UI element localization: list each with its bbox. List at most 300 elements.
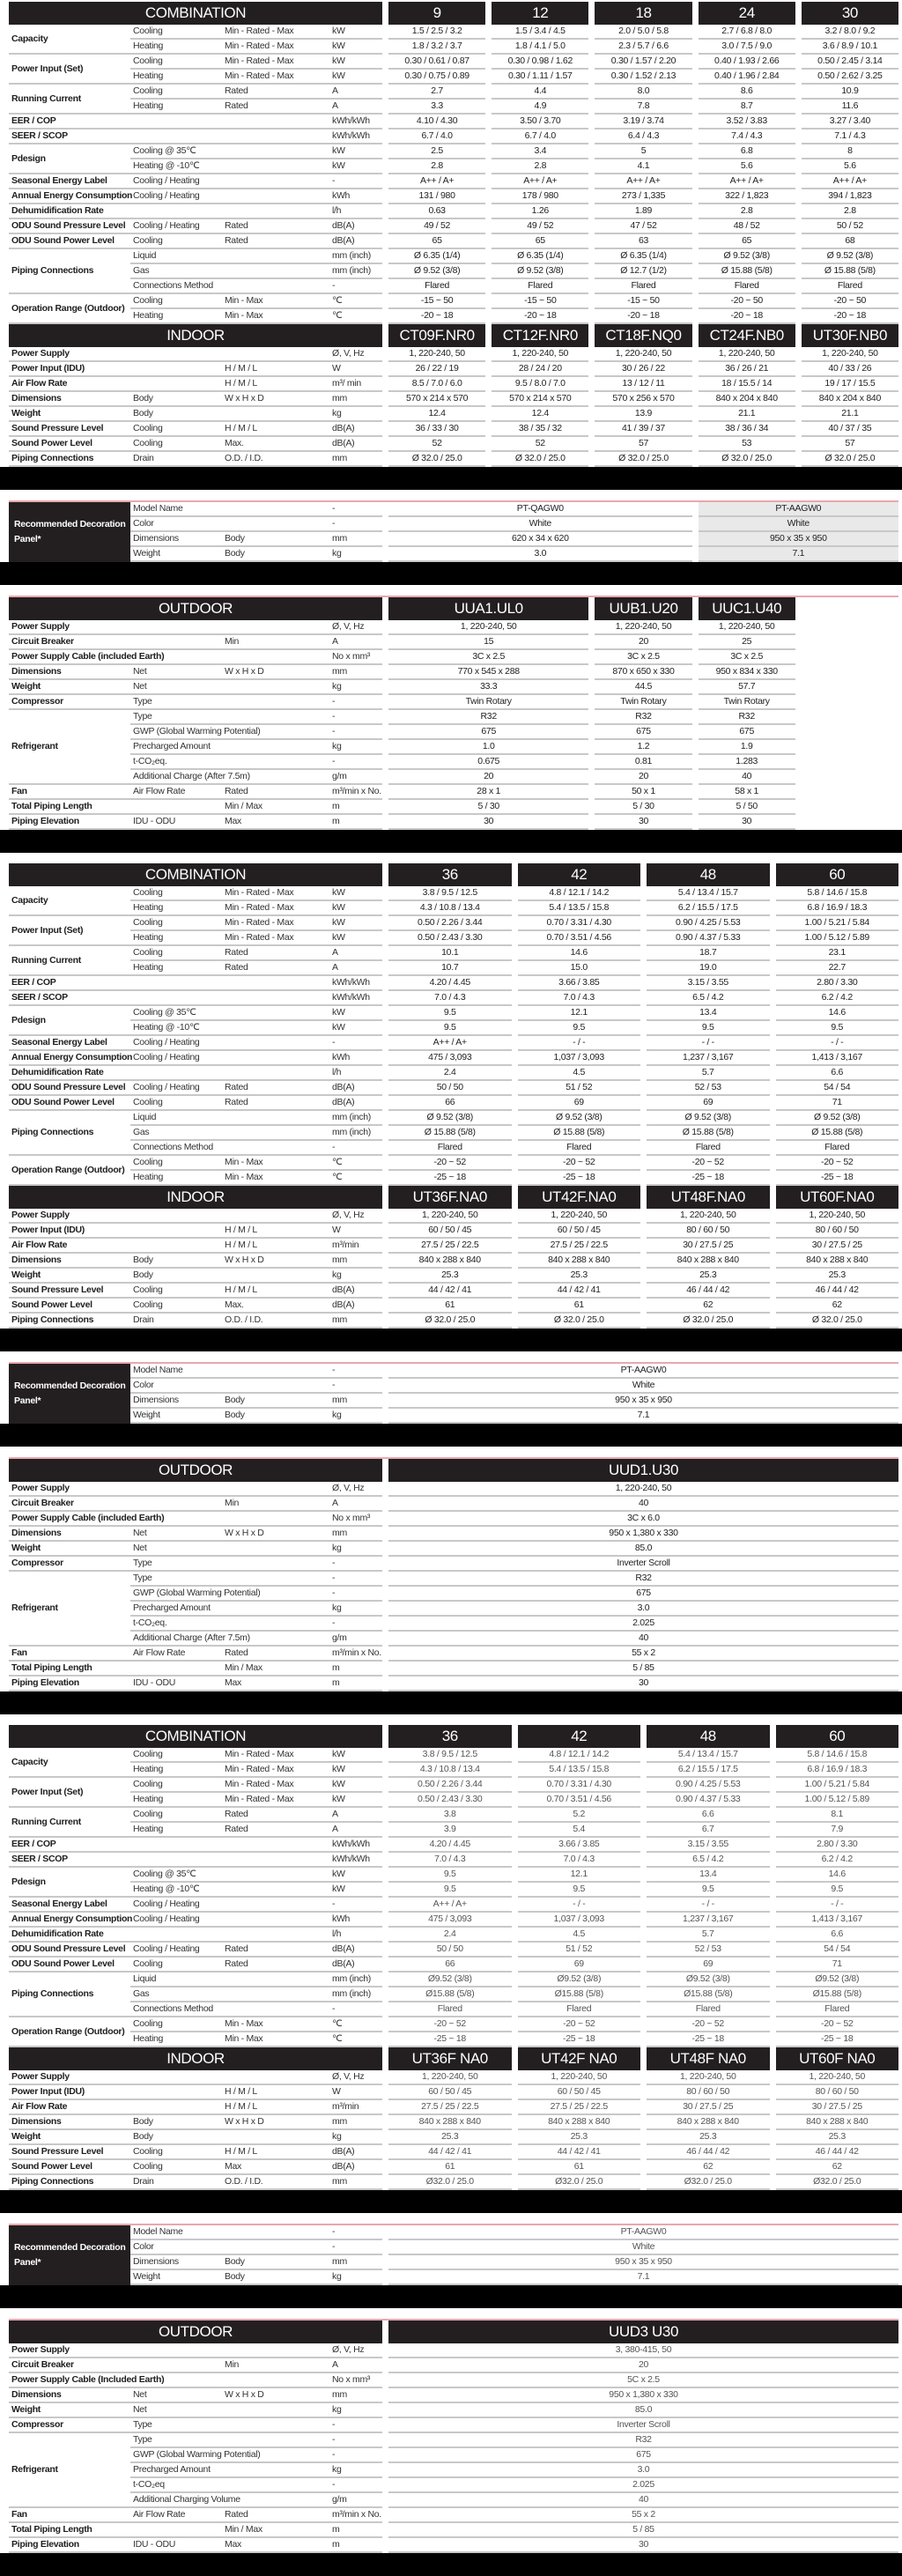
spec-sub-label-text: GWP (Global Warming Potential)	[133, 2449, 261, 2460]
spec-value-text: -20 ~ 18	[524, 310, 557, 321]
spec-value-text: 5.4 / 13.5 / 15.8	[549, 902, 610, 913]
model-column-header	[388, 1459, 898, 1482]
spec-value-text: 840 x 288 x 840	[548, 1255, 610, 1265]
spec-value	[388, 961, 512, 976]
spec-value	[595, 347, 691, 362]
spec-sub-label-text: Color	[133, 2241, 154, 2252]
spec-unit-text: W	[332, 1225, 341, 1235]
spec-unit-text: mm (inch)	[332, 1127, 371, 1137]
spec-value-text: 1.9	[740, 741, 753, 751]
spec-value-text: 1,037 / 3,093	[553, 1052, 604, 1062]
spec-unit	[329, 1808, 382, 1823]
spec-group-label	[9, 916, 130, 946]
spec-value-text: 18.7	[699, 947, 717, 958]
spec-value-text: 27.5 / 25 / 22.5	[421, 1240, 479, 1250]
spec-condition-text: O.D. / I.D.	[225, 2176, 263, 2187]
spec-condition	[222, 1394, 329, 1409]
spec-value-text: 19 / 17 / 15.5	[824, 378, 876, 389]
spec-value-text: Ø 32.0 / 25.0	[514, 453, 566, 463]
spec-value-text: Flared	[734, 280, 759, 291]
spec-value	[699, 219, 795, 234]
spec-unit	[329, 1572, 382, 1587]
spec-condition-text: Body	[225, 2271, 245, 2282]
spec-value	[388, 1793, 512, 1808]
spec-value-text: 66	[445, 1958, 455, 1969]
spec-value	[492, 189, 588, 204]
spec-value-text: - / -	[573, 1037, 586, 1047]
spec-value	[388, 2255, 898, 2270]
spec-value	[388, 1602, 898, 1617]
spec-unit	[329, 2463, 382, 2478]
spec-condition	[222, 532, 329, 547]
spec-value	[518, 1928, 641, 1943]
spec-value	[388, 2160, 512, 2175]
model-column-header	[802, 324, 898, 347]
spec-value-text: 1, 220-240, 50	[409, 348, 465, 359]
spec-group-label	[9, 635, 222, 650]
spec-sub-label	[130, 785, 222, 800]
spec-condition	[222, 2100, 329, 2115]
spec-sub-label	[130, 1051, 329, 1066]
spec-value	[388, 2433, 898, 2448]
spec-value	[388, 362, 485, 377]
model-column-header	[699, 2, 795, 25]
spec-unit	[329, 2270, 382, 2285]
spec-condition	[222, 1677, 329, 1691]
spec-value	[388, 279, 485, 294]
spec-value	[595, 100, 691, 115]
spec-value	[647, 1898, 770, 1913]
spec-value	[388, 1036, 512, 1051]
spec-value-text: White	[529, 518, 551, 529]
spec-sub-label-text: Net	[133, 1528, 147, 1538]
spec-condition-text: H / M / L	[225, 2101, 257, 2112]
spec-value-text: -20 ~ 52	[821, 2018, 854, 2029]
spec-condition	[222, 55, 329, 70]
spec-value-text: 1.5 / 3.4 / 4.5	[514, 26, 566, 36]
spec-unit	[329, 1239, 382, 1254]
spec-value-text: 44 / 42 / 41	[428, 1284, 472, 1295]
spec-group-label-text: Fan	[11, 2509, 27, 2520]
spec-value	[388, 502, 692, 517]
spec-group-label-text: Compressor	[11, 696, 63, 707]
spec-value	[388, 1778, 512, 1793]
spec-value	[595, 680, 691, 695]
spec-value	[802, 234, 898, 249]
spec-group-label	[9, 1808, 130, 1838]
spec-value	[647, 1763, 770, 1778]
spec-group-label-text: Running Current	[11, 93, 81, 104]
spec-condition-text: Min - Rated - Max	[225, 26, 294, 36]
spec-group-label	[9, 1209, 329, 1224]
spec-unit-text: m³/min	[332, 2101, 359, 2112]
spec-condition	[222, 1284, 329, 1299]
section-divider-bar	[0, 2553, 902, 2576]
spec-value-text: -25 ~ 18	[563, 1172, 595, 1182]
spec-unit-text: m³/min x No.	[332, 2509, 381, 2520]
spec-value	[699, 407, 795, 422]
spec-value-text: 5 / 85	[632, 1662, 654, 1673]
spec-value	[776, 1126, 899, 1141]
spec-value	[492, 55, 588, 70]
spec-value	[518, 1973, 641, 1988]
spec-group-label	[9, 294, 130, 324]
spec-group-label-text: Pdesign	[11, 1014, 46, 1025]
spec-value	[492, 70, 588, 85]
decoration-panel-label	[9, 1364, 130, 1424]
spec-value	[388, 695, 588, 710]
spec-value	[776, 1239, 899, 1254]
spec-group-label-text: Dimensions	[11, 666, 62, 677]
spec-value-text: Ø 15.88 (5/8)	[824, 265, 876, 276]
spec-value-text: 41 / 39 / 37	[622, 423, 665, 433]
spec-value-text: 55 x 2	[632, 2509, 655, 2520]
spec-value	[595, 25, 691, 40]
spec-group-label	[9, 2508, 130, 2523]
spec-value-text: A++ / A+	[832, 175, 867, 186]
spec-unit	[329, 392, 382, 407]
spec-value	[776, 1081, 899, 1096]
spec-value-text: R32	[480, 711, 497, 722]
spec-sub-label	[130, 234, 222, 249]
spec-sub-label-text: Cooling	[133, 1809, 163, 1819]
spec-unit-text: kW	[332, 160, 345, 171]
spec-group-label-text: Capacity	[11, 1756, 48, 1767]
spec-unit	[329, 2388, 382, 2403]
spec-value	[388, 1853, 512, 1868]
spec-group-label-text: Refrigerant	[11, 1603, 58, 1613]
model-column-header-text: UT30F.NB0	[812, 327, 888, 344]
spec-unit-text: -	[332, 1558, 336, 1568]
spec-value-text: 6.7 / 4.0	[421, 130, 453, 141]
spec-unit	[329, 1778, 382, 1793]
spec-value-text: 44 / 42 / 41	[428, 2146, 472, 2157]
spec-group-label-text: Refrigerant	[11, 741, 58, 751]
section-divider-bar	[0, 2285, 902, 2308]
spec-sub-label-text: IDU - ODU	[133, 2539, 176, 2550]
spec-sub-label-text: Cooling @ 35℃	[133, 145, 196, 156]
spec-value-text: 60 / 50 / 45	[428, 2086, 472, 2097]
spec-unit-text: m	[332, 2539, 340, 2550]
spec-value	[388, 1209, 512, 1224]
spec-value	[518, 1051, 641, 1066]
spec-sub-label-text: Drain	[133, 2176, 154, 2187]
spec-sub-label-text: Heating	[133, 1794, 164, 1804]
spec-value	[699, 650, 795, 665]
spec-sub-label	[130, 2160, 222, 2175]
spec-value-text: 40	[638, 2494, 649, 2505]
spec-value	[388, 204, 485, 219]
spec-condition-text: Rated	[225, 786, 248, 796]
spec-unit	[329, 1006, 382, 1021]
spec-value-text: 6.5 / 4.2	[692, 992, 724, 1003]
spec-value-text: 30 / 27.5 / 25	[683, 1240, 734, 1250]
spec-condition-text: Rated	[225, 962, 248, 973]
spec-group-label-text: Dimensions	[11, 1528, 62, 1538]
spec-value-text: 0.50 / 2.62 / 3.25	[817, 70, 883, 81]
spec-value-text: R32	[635, 711, 652, 722]
spec-value-text: 4.5	[573, 1928, 586, 1939]
spec-sub-label	[130, 2448, 329, 2463]
spec-value-text: 675	[636, 1588, 651, 1598]
spec-value	[776, 991, 899, 1006]
spec-condition	[222, 234, 329, 249]
spec-value-text: 7.0 / 4.3	[563, 1854, 595, 1864]
spec-value	[518, 1209, 641, 1224]
spec-sub-label	[130, 1021, 329, 1036]
spec-unit	[329, 991, 382, 1006]
spec-value-text: 40 / 33 / 26	[828, 363, 872, 374]
spec-value	[647, 916, 770, 931]
spec-value-text: 1, 220-240, 50	[615, 348, 672, 359]
model-column-header	[388, 863, 512, 886]
spec-value-text: 840 x 288 x 840	[806, 1255, 869, 1265]
spec-unit	[329, 144, 382, 159]
spec-sub-label	[130, 1364, 329, 1379]
spec-value-text: 1.5 / 2.5 / 3.2	[411, 26, 462, 36]
spec-value-text: 53	[742, 438, 752, 448]
spec-value	[699, 437, 795, 452]
spec-sub-label-text: Cooling	[133, 1284, 163, 1295]
spec-value-text: 2.025	[632, 1617, 654, 1628]
spec-value-text: Ø9.52 (3/8)	[815, 1973, 860, 1984]
spec-sub-label-text: IDU - ODU	[133, 1677, 176, 1688]
spec-value-text: 3, 380-415, 50	[615, 2344, 672, 2355]
spec-sub-label	[130, 901, 222, 916]
spec-value	[802, 85, 898, 100]
spec-value-text: 3.52 / 3.83	[726, 115, 767, 126]
spec-condition	[222, 1527, 329, 1542]
spec-value	[518, 1224, 641, 1239]
spec-sub-label	[130, 2463, 329, 2478]
spec-value-text: 620 x 34 x 620	[511, 533, 569, 544]
spec-sub-label	[130, 25, 222, 40]
spec-value-text: 66	[445, 1097, 455, 1107]
spec-value	[518, 916, 641, 931]
spec-sub-label	[130, 1542, 329, 1557]
spec-unit	[329, 407, 382, 422]
spec-sub-label	[130, 1284, 222, 1299]
spec-unit	[329, 1868, 382, 1883]
table-header-title	[9, 597, 382, 620]
spec-unit-text: dB(A)	[332, 235, 355, 246]
spec-value	[388, 2085, 512, 2100]
spec-sub-label-text: Connections Method	[133, 280, 213, 291]
spec-group-label	[9, 55, 130, 85]
section-spacer	[9, 2213, 898, 2224]
spec-value	[776, 2160, 899, 2175]
spec-sub-label	[130, 2225, 329, 2240]
spec-value-text: -20 ~ 50	[730, 295, 763, 306]
spec-sub-label	[130, 815, 222, 830]
spec-value	[518, 1943, 641, 1958]
spec-value	[388, 2032, 512, 2047]
spec-unit	[329, 2240, 382, 2255]
spec-value	[388, 770, 588, 785]
spec-unit-text: mm	[332, 666, 347, 677]
spec-value-text: Flared	[566, 1142, 592, 1152]
spec-value	[595, 710, 691, 725]
spec-sub-label-text: Weight	[133, 2271, 160, 2282]
spec-value-text: 7.1	[792, 548, 805, 559]
spec-value-text: 3.0	[637, 2464, 650, 2475]
spec-unit	[329, 1171, 382, 1186]
spec-value-text: 20	[484, 771, 494, 781]
spec-value-text: -25 ~ 18	[433, 1172, 466, 1182]
spec-unit	[329, 1512, 382, 1527]
spec-value	[595, 294, 691, 309]
spec-value	[776, 1006, 899, 1021]
spec-group-label-text: Refrigerant	[11, 2464, 58, 2475]
spec-value-text: 62	[703, 2161, 713, 2172]
spec-value	[647, 2070, 770, 2085]
spec-value	[388, 2478, 898, 2493]
spec-group-label-text: Total Piping Length	[11, 801, 92, 811]
spec-value-text: 1, 220-240, 50	[512, 348, 569, 359]
spec-unit	[329, 770, 382, 785]
spec-group-label	[9, 452, 130, 467]
spec-value	[776, 1224, 899, 1239]
spec-value	[699, 115, 795, 130]
spec-value	[776, 2085, 899, 2100]
spec-sub-label	[130, 1527, 222, 1542]
spec-value	[518, 1036, 641, 1051]
model-column-header	[518, 863, 641, 886]
spec-condition-text: O.D. / I.D.	[225, 1314, 263, 1325]
spec-value-text: 40	[742, 771, 752, 781]
spec-unit	[329, 650, 382, 665]
spec-unit-text: -	[332, 1142, 336, 1152]
section-spacer	[9, 2308, 898, 2319]
spec-group-label-text: Weight	[11, 2131, 41, 2142]
spec-value-text: 1.89	[634, 205, 653, 216]
spec-value	[802, 144, 898, 159]
model-column-header-text: 12	[532, 4, 549, 21]
spec-sub-label-text: Liquid	[133, 250, 157, 261]
spec-sub-label-text: Cooling @ 35℃	[133, 1869, 196, 1879]
spec-value-text: 840 x 204 x 840	[715, 393, 778, 403]
spec-unit	[329, 740, 382, 755]
spec-condition	[222, 1778, 329, 1793]
spec-value	[388, 407, 485, 422]
spec-value-text: 4.20 / 4.45	[429, 977, 470, 988]
spec-value-text: 52	[535, 438, 545, 448]
spec-value	[699, 70, 795, 85]
spec-sub-label	[130, 740, 329, 755]
spec-unit	[329, 886, 382, 901]
spec-value-text: Ø9.52 (3/8)	[685, 1973, 730, 1984]
spec-unit	[329, 1141, 382, 1156]
spec-sub-label	[130, 1394, 222, 1409]
spec-value	[595, 725, 691, 740]
spec-group-label	[9, 2070, 329, 2085]
spec-unit-text: kg	[332, 1543, 342, 1553]
spec-unit	[329, 2115, 382, 2130]
model-column-header-text: UT42F.NA0	[542, 1188, 617, 1205]
spec-value-text: 6.2 / 4.2	[821, 1854, 853, 1864]
spec-condition	[222, 2032, 329, 2047]
spec-value	[647, 1209, 770, 1224]
spec-value	[492, 407, 588, 422]
spec-group-label	[9, 991, 329, 1006]
spec-condition-text: W x H x D	[225, 2389, 264, 2400]
spec-sub-label-text: Additional Charging Volume	[133, 2494, 240, 2505]
spec-value	[802, 55, 898, 70]
spec-value-text: 63	[638, 235, 649, 246]
spec-value	[595, 635, 691, 650]
spec-value	[388, 2493, 898, 2508]
spec-value-text: 5C x 2.5	[627, 2374, 660, 2385]
spec-sub-label	[130, 249, 329, 264]
spec-sub-label-text: Connections Method	[133, 1142, 213, 1152]
spec-unit	[329, 1662, 382, 1677]
spec-group-label-text: Dehumidification Rate	[11, 1928, 104, 1939]
spec-value-text: White	[787, 518, 810, 529]
spec-value	[388, 1617, 898, 1632]
spec-value-text: 8	[847, 145, 853, 156]
spec-unit	[329, 234, 382, 249]
spec-value-text: A++ / A+	[420, 175, 455, 186]
spec-unit	[329, 1988, 382, 2002]
spec-sub-label-text: Precharged Amount	[133, 2464, 211, 2475]
spec-group-label	[9, 1778, 130, 1808]
spec-sub-label	[130, 392, 222, 407]
spec-value	[388, 785, 588, 800]
spec-sub-label-text: t-CO₂eq.	[133, 756, 167, 766]
spec-value-text: 5.6	[844, 160, 856, 171]
spec-group-label	[9, 1482, 329, 1497]
spec-unit	[329, 815, 382, 830]
spec-value-text: 9.5	[573, 1022, 586, 1033]
spec-value	[647, 931, 770, 946]
spec-value-text: 46 / 44 / 42	[815, 2146, 859, 2157]
table-header-title	[9, 2321, 382, 2343]
spec-value-text: 61	[445, 2161, 455, 2172]
model-column-header-text: 24	[738, 4, 755, 21]
spec-sub-label-text: Gas	[133, 1127, 150, 1137]
spec-condition	[222, 815, 329, 830]
spec-value-text: Flared	[566, 2003, 592, 2014]
decoration-panel-label-text: Recommended Decoration Panel*	[14, 2242, 126, 2268]
spec-unit-text: mm	[332, 2256, 347, 2267]
spec-value-text: 12.1	[570, 1869, 588, 1879]
spec-value-text: 2.7	[431, 85, 443, 96]
model-column-header-text: 60	[829, 1728, 846, 1744]
spec-group-label-text: Seasonal Energy Label	[11, 175, 107, 186]
spec-value	[388, 2373, 898, 2388]
spec-condition-text: Min - Rated - Max	[225, 1749, 294, 1759]
spec-value	[388, 1512, 898, 1527]
spec-value	[776, 1973, 899, 1988]
spec-group-label	[9, 1006, 130, 1036]
spec-unit-text: kW	[332, 887, 345, 898]
spec-value-text: 1, 220-240, 50	[615, 1483, 672, 1493]
spec-value	[699, 532, 898, 547]
spec-value-text: 51 / 52	[566, 1082, 593, 1092]
spec-value-text: 60 / 50 / 45	[557, 2086, 601, 2097]
spec-sub-label	[130, 1677, 222, 1691]
spec-value	[647, 1853, 770, 1868]
spec-group-label-text: Fan	[11, 1647, 27, 1658]
spec-value-text: 50 x 1	[632, 786, 655, 796]
spec-value-text: 0.30 / 1.57 / 2.20	[610, 56, 676, 66]
spec-value	[647, 2115, 770, 2130]
spec-condition-text: H / M / L	[225, 1240, 257, 1250]
spec-unit	[329, 1021, 382, 1036]
spec-sub-label-text: Cooling	[133, 295, 163, 306]
spec-value-text: - / -	[831, 1037, 844, 1047]
spec-unit-text: kW	[332, 1749, 345, 1759]
